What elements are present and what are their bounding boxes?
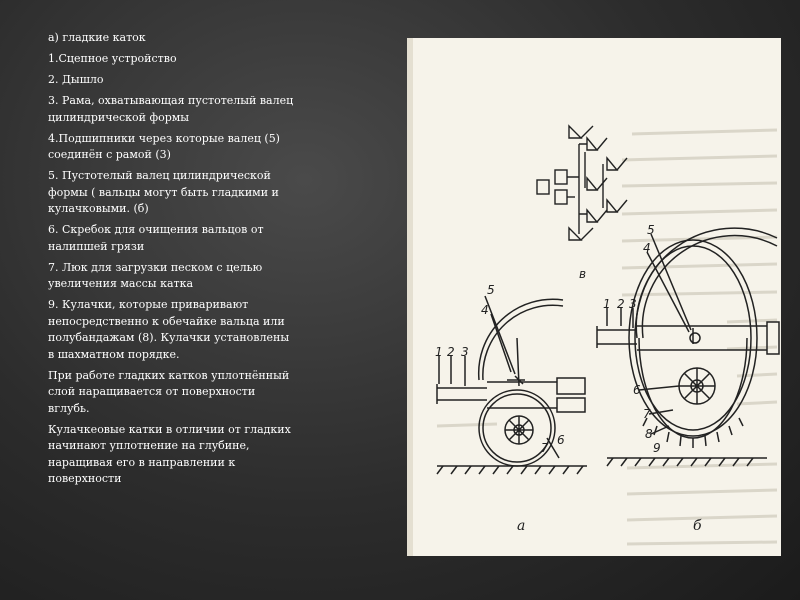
right-label-7: 7 [643,407,651,421]
roller-diagram [407,38,781,556]
left-label-1: 1 [435,345,443,359]
caption-a: а [517,518,526,534]
right-label-1: 1 [603,297,611,311]
cam-layout-diagram [537,126,627,240]
text-line: 5. Пустотелый валец цилиндрической формы ( вальцы могут быть гладкими и кулачковыми. (б) [48,169,279,215]
right-label-8: 8 [645,427,653,441]
right-label-6: 6 [633,383,641,397]
caption-b: б [693,518,702,534]
cam-diagram-label: в [579,267,587,281]
text-line: 3. Рама, охватывающая пустотелый валец цилиндрической формы [48,94,294,124]
right-label-2: 2 [617,297,625,311]
right-label-3: 3 [629,297,637,311]
left-label-5: 5 [487,283,495,297]
left-label-3: 3 [461,345,469,359]
text-line: 9. Кулачки, которые приваривают непосредственно к обечайке вальца или полубандажам (8). Кулачки установлены в шахматном порядке. [48,298,290,361]
text-line: 6. Скребок для очищения вальцов от налипшей грязи [48,223,264,253]
right-label-4: 4 [643,241,651,255]
description-text [48,30,298,492]
right-label-5: 5 [647,223,655,237]
text-line: При работе гладких катков уплотнённый слой наращивается от поверхности вглубь. [48,368,290,415]
text-line: 2. Дышло [48,73,104,86]
text-line: 1.Сцепное устройство [48,52,177,65]
text-line: а) гладкие каток [48,31,146,44]
text-line: 4.Подшипники через которые валец (5) соединён с рамой (3) [48,131,280,161]
roller-diagram-svg [407,38,781,556]
left-label-4: 4 [481,303,489,317]
left-label-2: 2 [447,345,455,359]
left-label-7: 7 [541,441,549,455]
smooth-roller-diagram [437,296,587,474]
right-label-9: 9 [653,441,661,455]
text-line: Кулачкеовые катки в отличии от гладких начинают уплотнение на глубине, наращивая его в направлении к поверхности [48,422,291,485]
text-line: 7. Люк для загрузки песком с целью увеличения массы катка [48,260,263,290]
left-label-6: 6 [557,433,565,447]
